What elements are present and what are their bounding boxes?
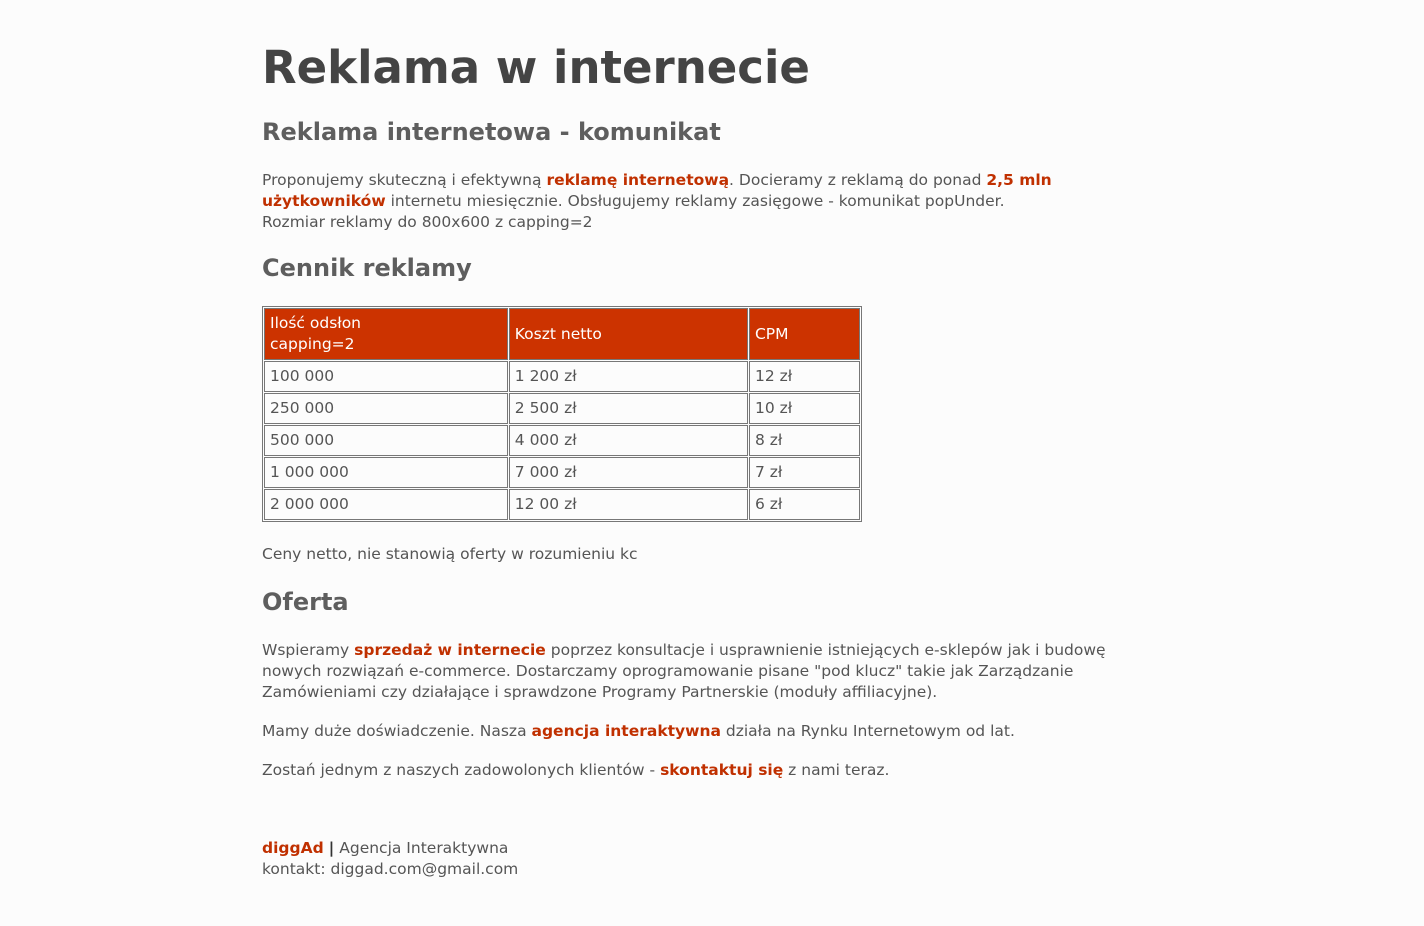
cell-cpm: 6 zł xyxy=(749,489,860,520)
cell-koszt: 12 00 zł xyxy=(509,489,748,520)
cell-koszt: 1 200 zł xyxy=(509,361,748,392)
cell-koszt: 2 500 zł xyxy=(509,393,748,424)
footer-brand-link[interactable]: diggAd xyxy=(262,839,324,857)
footer-separator: | xyxy=(328,839,335,857)
cell-cpm: 8 zł xyxy=(749,425,860,456)
link-uzytkownikow[interactable]: 2,5 mln użytkowników xyxy=(262,171,1052,210)
header-ilosc-odslon xyxy=(264,308,508,360)
intro-paragraph xyxy=(262,170,1142,233)
offer-paragraph-1 xyxy=(262,640,1142,703)
offer-p2-text-1: Mamy duże doświadczenie. Nasza xyxy=(262,722,532,740)
footer-tagline: Agencja Interaktywna xyxy=(339,839,509,857)
link-skontaktuj-sie[interactable]: skontaktuj się xyxy=(660,761,784,779)
cell-odslony: 250 000 xyxy=(264,393,508,424)
offer-paragraph-2 xyxy=(262,721,1142,742)
footer xyxy=(262,838,1142,880)
table-row xyxy=(264,425,860,456)
link-agencja-interaktywna[interactable]: agencja interaktywna xyxy=(531,722,721,740)
header-cpm: CPM xyxy=(749,308,860,360)
section-heading-oferta: Oferta xyxy=(262,588,349,616)
table-row xyxy=(264,361,860,392)
cell-odslony: 2 000 000 xyxy=(264,489,508,520)
offer-paragraph-3 xyxy=(262,760,1142,781)
cell-odslony: 500 000 xyxy=(264,425,508,456)
cell-cpm: 12 zł xyxy=(749,361,860,392)
cell-cpm: 10 zł xyxy=(749,393,860,424)
table-row xyxy=(264,489,860,520)
cell-odslony: 100 000 xyxy=(264,361,508,392)
offer-p1-text-2: poprzez konsultacje i usprawnienie istniejących e-sklepów jak i budowę nowych rozwiązań e-commerce. Dostarczamy oprogramowanie pisane "pod klucz" takie jak Zarządzanie Zamówieniami czy działające i sprawdzone Programy Partnerskie (moduły affiliacyjne). xyxy=(262,641,1106,701)
offer-p1-text-1: Wspieramy xyxy=(262,641,355,659)
header-ilosc-odslon-line2: capping=2 xyxy=(270,335,355,353)
table-header-row xyxy=(264,308,860,360)
pricing-table xyxy=(262,306,862,522)
page-content xyxy=(262,0,1142,880)
intro-text-1: Proponujemy skuteczną i efektywną xyxy=(262,171,547,189)
section-heading-cennik: Cennik reklamy xyxy=(262,254,472,282)
footer-contact: kontakt: diggad.com@gmail.com xyxy=(262,860,519,878)
header-koszt-netto: Koszt netto xyxy=(509,308,748,360)
link-sprzedaz-w-internecie[interactable]: sprzedaż w internecie xyxy=(354,641,546,659)
table-row xyxy=(264,457,860,488)
header-ilosc-odslon-line1: Ilość odsłon xyxy=(270,314,361,332)
cell-cpm: 7 zł xyxy=(749,457,860,488)
offer-p3-text-1: Zostań jednym z naszych zadowolonych klientów - xyxy=(262,761,661,779)
pricing-note: Ceny netto, nie stanowią oferty w rozumieniu kc xyxy=(262,545,638,563)
offer-p3-text-2: z nami teraz. xyxy=(783,761,890,779)
intro-text-3: internetu miesięcznie. Obsługujemy reklamy zasięgowe - komunikat popUnder. xyxy=(385,192,1005,210)
link-reklama-internetowa[interactable]: reklamę internetową xyxy=(546,171,730,189)
cell-odslony: 1 000 000 xyxy=(264,457,508,488)
table-row xyxy=(264,393,860,424)
cell-koszt: 4 000 zł xyxy=(509,425,748,456)
section-heading-komunikat: Reklama internetowa - komunikat xyxy=(262,118,721,146)
cell-koszt: 7 000 zł xyxy=(509,457,748,488)
intro-text-2: . Docieramy z reklamą do ponad xyxy=(729,171,987,189)
offer-p2-text-2: działa na Rynku Internetowym od lat. xyxy=(720,722,1015,740)
page-title: Reklama w internecie xyxy=(262,41,810,94)
intro-text-4: Rozmiar reklamy do 800x600 z capping=2 xyxy=(262,213,593,231)
